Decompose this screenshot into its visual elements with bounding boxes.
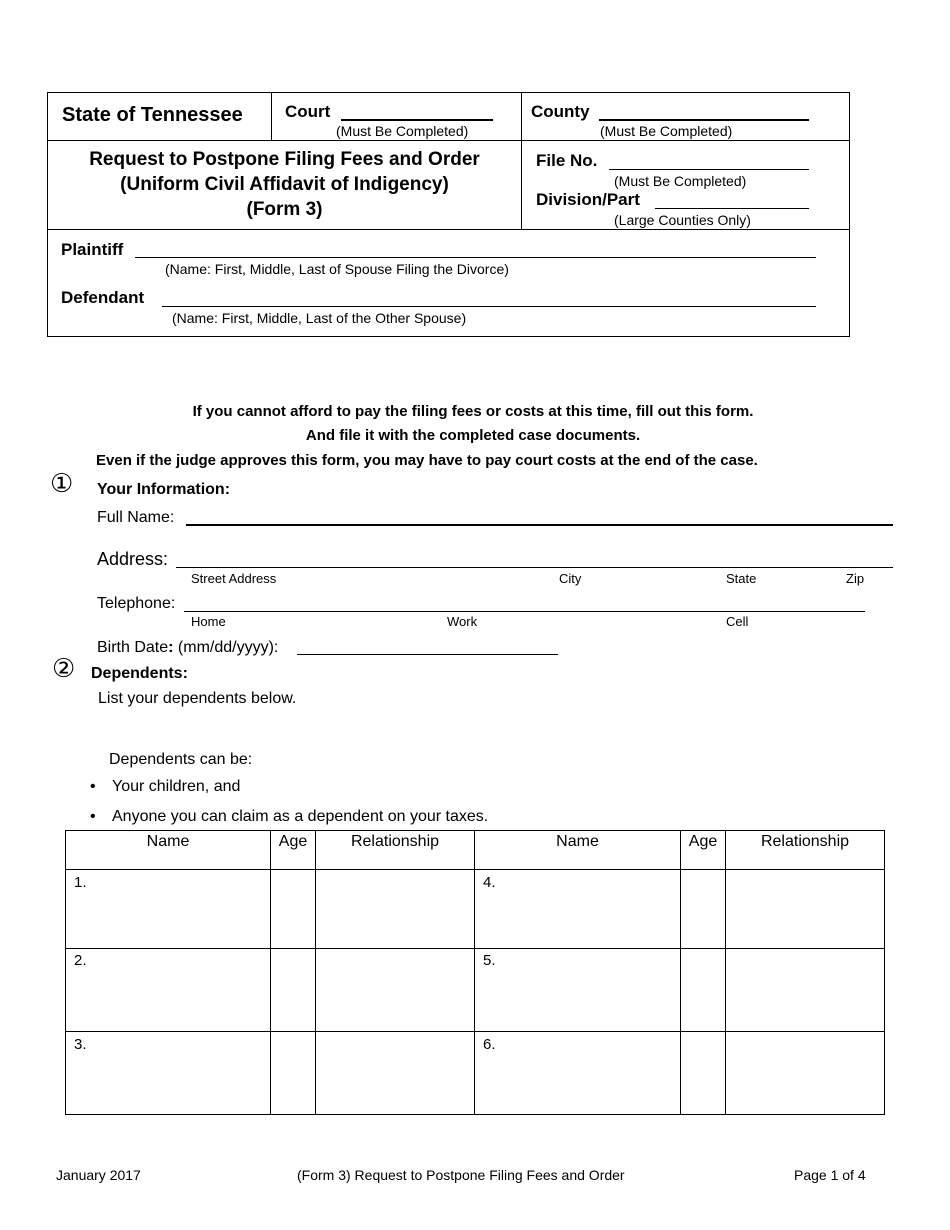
bullet-dot: • [90,808,96,825]
table-row-number: 1. [74,874,87,891]
header-vdivider-1 [271,92,272,140]
telephone-field[interactable] [184,611,865,612]
state-label: State of Tennessee [62,104,243,126]
table-col-divider [680,830,681,1114]
table-row-number: 5. [483,952,496,969]
plaintiff-hint: (Name: First, Middle, Last of Spouse Filing the Divorce) [165,261,509,277]
address-sub-state: State [726,571,757,586]
form-title-line2: (Uniform Civil Affidavit of Indigency) [120,174,449,195]
bullet-text: Your children, and [112,778,241,795]
table-header-relationship: Relationship [760,833,850,850]
county-hint: (Must Be Completed) [600,123,733,139]
file-no-field[interactable] [609,169,809,170]
plaintiff-label: Plaintiff [61,240,124,259]
defendant-hint: (Name: First, Middle, Last of the Other Spouse) [172,310,467,326]
table-header-name: Name [146,833,190,850]
address-label: Address: [97,549,169,569]
section1-number: ① [50,468,74,498]
address-sub-zip: Zip [846,571,865,586]
table-row-number: 4. [483,874,496,891]
birth-date-text: Birth Date [97,639,169,656]
file-no-hint: (Must Be Completed) [614,173,747,189]
footer-page: Page 1 of 4 [794,1167,866,1183]
bullet-item-2 [90,808,489,826]
footer-date: January 2017 [56,1167,141,1183]
telephone-label: Telephone: [97,595,176,612]
birth-date-colon: : [168,639,174,656]
intro-line1: If you cannot afford to pay the filing fees or costs at this time, fill out this form. [192,403,754,420]
division-hint: (Large Counties Only) [614,212,751,228]
dependents-table [65,830,885,1115]
table-header-age: Age [688,833,718,850]
intro-line3: Even if the judge approves this form, you may have to pay court costs at the end of the case. [96,452,758,469]
dependents-instruction: List your dependents below. [98,690,297,707]
birth-date-field[interactable] [297,654,558,655]
division-field[interactable] [655,208,809,209]
table-header-age: Age [278,833,308,850]
section2-number: ② [52,653,76,683]
plaintiff-field[interactable] [135,257,816,258]
form-title-line3: (Form 3) [246,199,323,220]
header-divider-2 [47,229,849,230]
bullet-text: Anyone you can claim as a dependent on your taxes. [112,808,489,825]
section2-title: Dependents: [91,665,188,682]
table-col-divider [725,830,726,1114]
telephone-sub-work: Work [447,614,478,629]
table-header-relationship: Relationship [350,833,440,850]
defendant-field[interactable] [162,306,816,307]
table-row-number: 3. [74,1036,87,1053]
header-vdivider-2 [521,92,522,229]
court-hint: (Must Be Completed) [336,123,469,139]
court-field[interactable] [341,119,493,121]
address-field[interactable] [176,567,893,568]
full-name-label: Full Name: [97,509,175,526]
table-header-name: Name [556,833,599,850]
file-no-label: File No. [536,151,598,170]
bullet-item-1 [90,778,241,796]
table-row-number: 2. [74,952,87,969]
section1-title: Your Information: [97,481,231,498]
county-field[interactable] [599,119,809,121]
division-label: Division/Part [536,190,640,209]
defendant-label: Defendant [61,288,145,307]
table-col-divider [474,830,475,1114]
bullet-dot: • [90,778,96,795]
table-col-divider [315,830,316,1114]
birth-date-label [97,639,278,657]
dependents-can-be: Dependents can be: [109,751,253,768]
header-divider-1 [47,140,849,141]
form-title-line1: Request to Postpone Filing Fees and Order [89,149,480,170]
address-sub-city: City [559,571,582,586]
footer-form-title: (Form 3) Request to Postpone Filing Fees and Order [297,1167,625,1183]
telephone-sub-cell: Cell [726,614,749,629]
table-row-number: 6. [483,1036,496,1053]
table-col-divider [270,830,271,1114]
full-name-field[interactable] [186,524,893,526]
county-label: County [531,102,590,121]
court-label: Court [285,102,331,121]
address-sub-street: Street Address [191,571,277,586]
telephone-sub-home: Home [191,614,226,629]
intro-line2: And file it with the completed case documents. [305,427,641,444]
birth-date-format: (mm/dd/yyyy): [177,639,279,656]
